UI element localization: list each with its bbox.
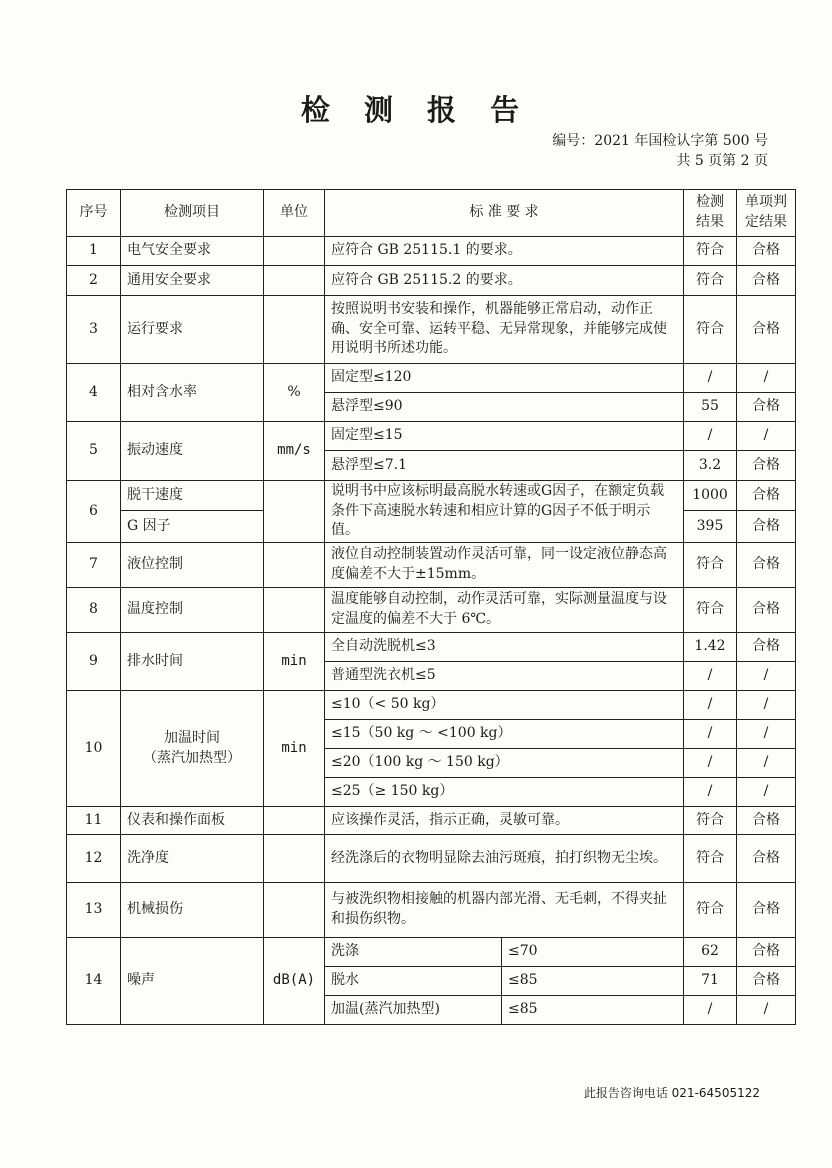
row-verdict: 合格 [737, 481, 796, 511]
row-item: 机械损伤 [121, 883, 264, 938]
row-item: 运行要求 [121, 296, 264, 364]
row-result: / [684, 720, 737, 749]
row-standard: 经洗涤后的衣物明显除去油污斑痕，拍打织物无尘埃。 [325, 835, 684, 883]
row-unit: % [264, 364, 325, 422]
row-verdict: 合格 [737, 967, 796, 996]
row-sub-item: 脱水 [325, 967, 502, 996]
row-item-line2: （蒸汽加热型） [143, 749, 241, 766]
row-result: / [684, 778, 737, 807]
row-seq: 5 [67, 422, 121, 481]
table-row [67, 266, 796, 296]
col-header-result: 检测结果 [684, 190, 737, 237]
row-verdict: / [737, 749, 796, 778]
row-item: 振动速度 [121, 422, 264, 481]
row-unit [264, 807, 325, 835]
row-seq: 2 [67, 266, 121, 296]
row-verdict: 合格 [737, 451, 796, 481]
table-row [67, 691, 796, 720]
row-item: 电气安全要求 [121, 237, 264, 266]
row-result: 3.2 [684, 451, 737, 481]
row-result: 395 [684, 511, 737, 543]
row-seq: 10 [67, 691, 121, 807]
report-serial-number: 编号：2021 年国检认字第 500 号 [552, 133, 768, 149]
row-standard: 与被洗织物相接触的机器内部光滑、无毛刺，不得夹扯和损伤织物。 [325, 883, 684, 938]
row-verdict: / [737, 422, 796, 451]
row-unit [264, 835, 325, 883]
row-seq: 8 [67, 588, 121, 633]
col-header-unit: 单位 [264, 190, 325, 237]
table-row [67, 835, 796, 883]
row-unit [264, 296, 325, 364]
row-standard: ≤25（≥ 150 kg） [325, 778, 684, 807]
table-row [67, 237, 796, 266]
table-row [67, 543, 796, 588]
table-row [67, 633, 796, 662]
row-result: / [684, 996, 737, 1025]
row-verdict: 合格 [737, 237, 796, 266]
row-seq: 3 [67, 296, 121, 364]
row-standard: 全自动洗脱机≤3 [325, 633, 684, 662]
row-sub-item: 加温(蒸汽加热型) [325, 996, 502, 1025]
table-header-row [67, 190, 796, 237]
table-row [67, 883, 796, 938]
col-header-verdict: 单项判定结果 [737, 190, 796, 237]
row-seq: 12 [67, 835, 121, 883]
row-standard: 液位自动控制装置动作灵活可靠，同一设定液位静态高度偏差不大于±15mm。 [325, 543, 684, 588]
row-seq: 13 [67, 883, 121, 938]
row-unit: mm/s [264, 422, 325, 481]
row-result: / [684, 422, 737, 451]
row-limit: ≤85 [502, 967, 684, 996]
row-limit: ≤85 [502, 996, 684, 1025]
row-verdict: 合格 [737, 883, 796, 938]
row-result: 符合 [684, 237, 737, 266]
row-result: 符合 [684, 883, 737, 938]
row-result: / [684, 662, 737, 691]
page-indicator: 共 5 页第 2 页 [676, 153, 768, 169]
table-row [67, 296, 796, 364]
row-standard: 温度能够自动控制，动作灵活可靠，实际测量温度与设定温度的偏差不大于 6℃。 [325, 588, 684, 633]
table-row [67, 938, 796, 967]
table-row [67, 807, 796, 835]
row-unit: min [264, 633, 325, 691]
row-result: 符合 [684, 543, 737, 588]
table-row [67, 422, 796, 451]
row-seq: 1 [67, 237, 121, 266]
row-seq: 7 [67, 543, 121, 588]
row-result: 符合 [684, 807, 737, 835]
row-standard: 固定型≤15 [325, 422, 684, 451]
row-standard: ≤20（100 kg ～ 150 kg） [325, 749, 684, 778]
row-verdict: 合格 [737, 296, 796, 364]
row-standard: 按照说明书安装和操作，机器能够正常启动，动作正确、安全可靠、运转平稳、无异常现象，并能够完成使用说明书所述功能。 [325, 296, 684, 364]
row-verdict: / [737, 691, 796, 720]
row-verdict: / [737, 778, 796, 807]
row-verdict: / [737, 720, 796, 749]
row-verdict: 合格 [737, 633, 796, 662]
row-verdict: 合格 [737, 266, 796, 296]
report-title: 检 测 报 告 [300, 93, 532, 127]
row-result: / [684, 749, 737, 778]
row-standard: 悬浮型≤7.1 [325, 451, 684, 481]
row-item-line1: 加温时间 [164, 729, 220, 746]
row-seq: 6 [67, 481, 121, 543]
row-standard: ≤10（< 50 kg） [325, 691, 684, 720]
row-verdict: / [737, 364, 796, 393]
row-verdict: 合格 [737, 543, 796, 588]
row-seq: 4 [67, 364, 121, 422]
row-standard: 固定型≤120 [325, 364, 684, 393]
row-verdict: 合格 [737, 835, 796, 883]
row-result: 1000 [684, 481, 737, 511]
table-row [67, 364, 796, 393]
row-item: 温度控制 [121, 588, 264, 633]
col-header-seq: 序号 [67, 190, 121, 237]
row-standard: 应符合 GB 25115.1 的要求。 [325, 237, 684, 266]
row-result: 62 [684, 938, 737, 967]
row-result: 71 [684, 967, 737, 996]
row-seq: 14 [67, 938, 121, 1025]
row-standard: 说明书中应该标明最高脱水转速或G因子，在额定负载条件下高速脱水转速和相应计算的G因子不低于明示值。 [325, 481, 684, 543]
col-header-item: 检测项目 [121, 190, 264, 237]
row-seq: 11 [67, 807, 121, 835]
row-result: / [684, 364, 737, 393]
row-unit: min [264, 691, 325, 807]
row-item [121, 691, 264, 807]
row-verdict: 合格 [737, 938, 796, 967]
inspection-table [66, 189, 796, 1025]
row-standard: 悬浮型≤90 [325, 393, 684, 422]
footer-hotline: 此报告咨询电话 021-64505122 [583, 1086, 760, 1100]
row-result: 55 [684, 393, 737, 422]
row-verdict: 合格 [737, 393, 796, 422]
row-item: 脱干速度 [121, 481, 264, 511]
row-item: G 因子 [121, 511, 264, 543]
row-verdict: 合格 [737, 588, 796, 633]
row-unit [264, 481, 325, 543]
row-standard: 应符合 GB 25115.2 的要求。 [325, 266, 684, 296]
row-unit [264, 588, 325, 633]
row-item: 通用安全要求 [121, 266, 264, 296]
col-header-standard: 标 准 要 求 [325, 190, 684, 237]
row-unit [264, 883, 325, 938]
row-unit [264, 543, 325, 588]
table-row [67, 588, 796, 633]
row-unit [264, 237, 325, 266]
row-standard: ≤15（50 kg ～ <100 kg） [325, 720, 684, 749]
row-unit: dB(A) [264, 938, 325, 1025]
row-verdict: / [737, 662, 796, 691]
row-item: 排水时间 [121, 633, 264, 691]
row-result: 符合 [684, 296, 737, 364]
row-item: 仪表和操作面板 [121, 807, 264, 835]
row-result: / [684, 691, 737, 720]
row-verdict: 合格 [737, 807, 796, 835]
row-item: 噪声 [121, 938, 264, 1025]
row-result: 1.42 [684, 633, 737, 662]
row-standard: 应该操作灵活，指示正确，灵敏可靠。 [325, 807, 684, 835]
row-result: 符合 [684, 588, 737, 633]
row-seq: 9 [67, 633, 121, 691]
row-item: 洗净度 [121, 835, 264, 883]
row-sub-item: 洗涤 [325, 938, 502, 967]
row-standard: 普通型洗衣机≤5 [325, 662, 684, 691]
row-verdict: / [737, 996, 796, 1025]
row-verdict: 合格 [737, 511, 796, 543]
row-unit [264, 266, 325, 296]
row-result: 符合 [684, 835, 737, 883]
row-result: 符合 [684, 266, 737, 296]
table-row [67, 481, 796, 511]
row-item: 相对含水率 [121, 364, 264, 422]
row-item: 液位控制 [121, 543, 264, 588]
row-limit: ≤70 [502, 938, 684, 967]
